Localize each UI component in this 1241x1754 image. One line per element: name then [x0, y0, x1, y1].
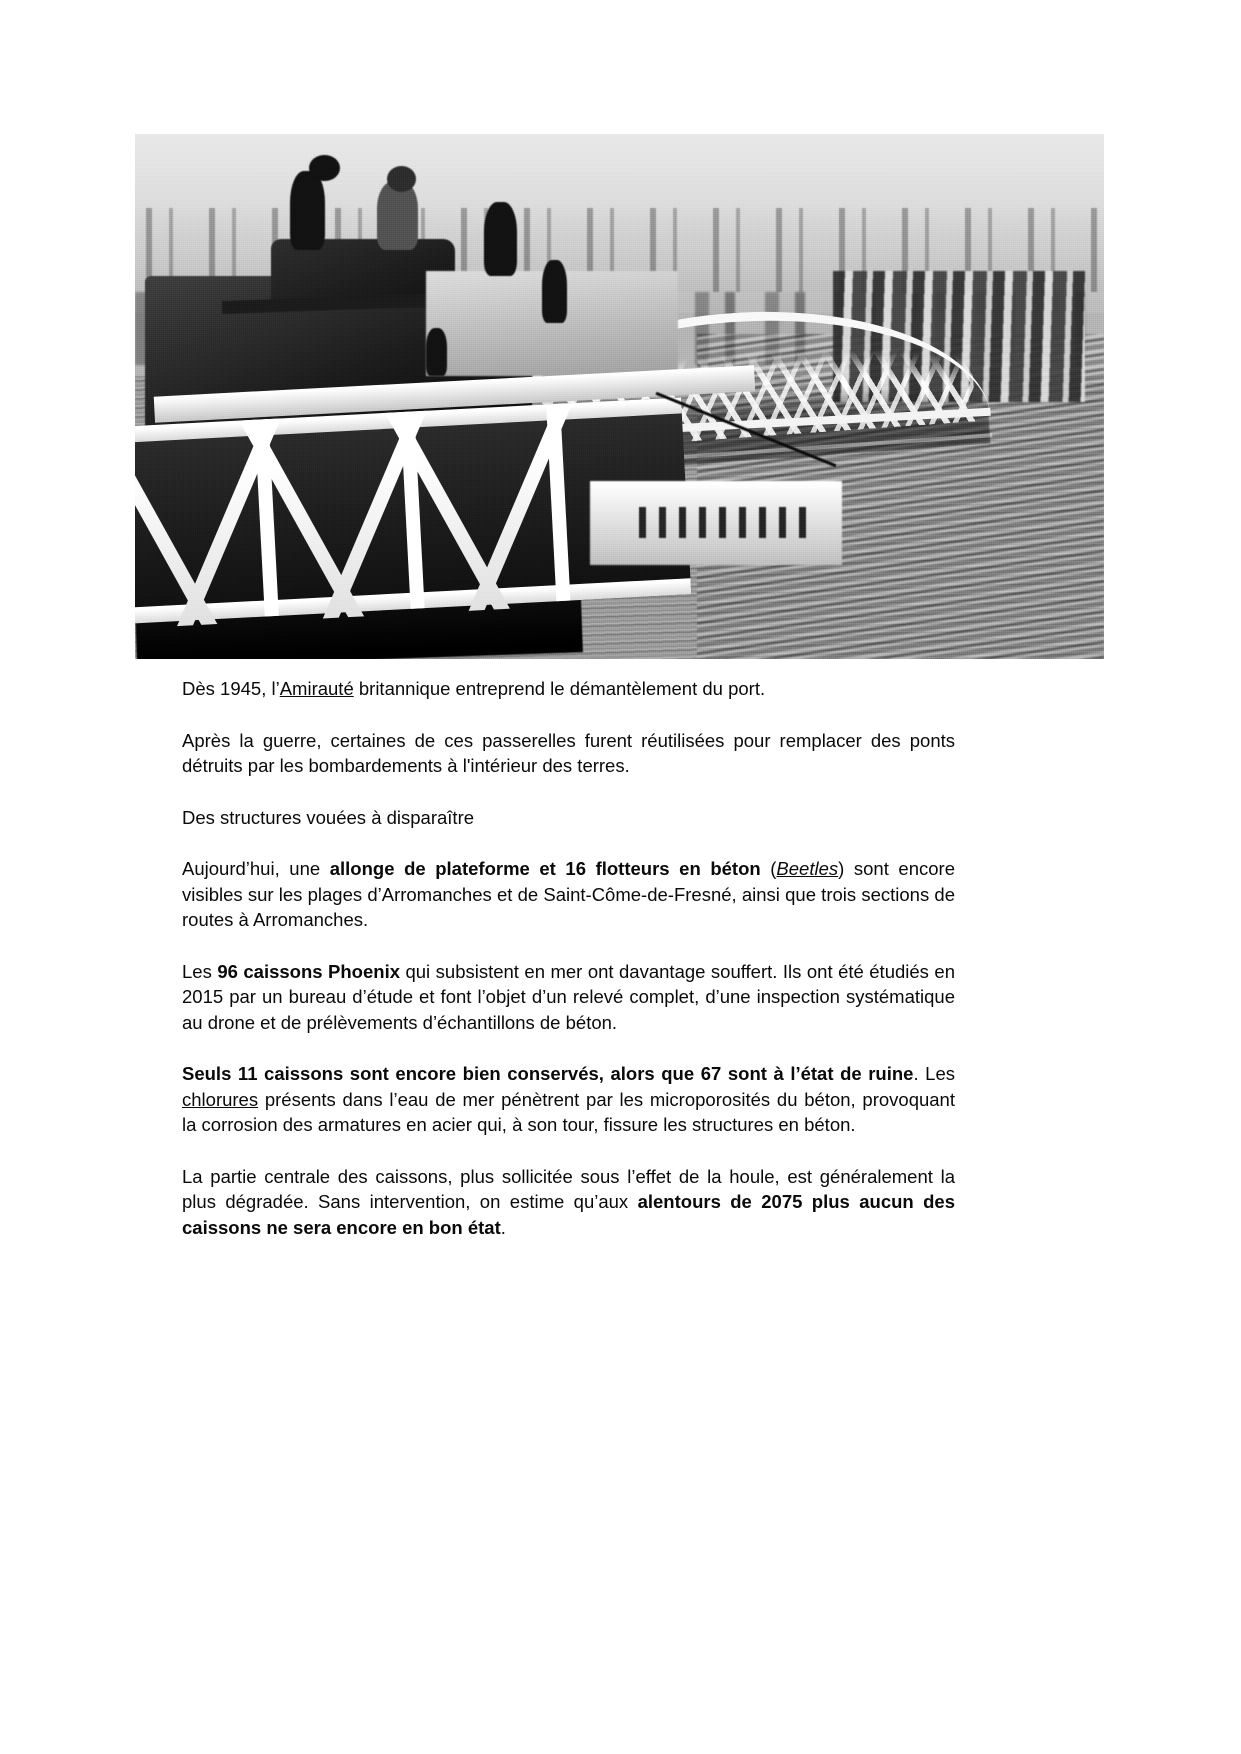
photo-canvas: [135, 134, 1104, 659]
paragraph-postwar-reuse: [182, 728, 955, 779]
document-body: [182, 676, 955, 1266]
emphasis-bold: alentours de 2075 plus aucun des caissons ne sera encore en bon état: [182, 1191, 955, 1238]
text-run: . Les: [913, 1063, 955, 1084]
emphasis-underline: Amirauté: [279, 678, 354, 699]
text-run: La partie centrale des caissons, plus sollicitée sous l’effet de la houle, est généralement la plus dégradée. Sans intervention, on estime qu’aux: [182, 1165, 955, 1212]
text-run: qui subsistent en mer ont davantage souffert. Ils ont été étudiés en 2015 par un bureau d’étude et font l’objet d’un relevé complet, d’une inspection systématique au drone et de prélèvements d’échantillons de béton.: [182, 960, 955, 1033]
text-run: Des structures vouées à disparaître: [182, 806, 475, 828]
paragraph-today-visible-remains: [182, 856, 955, 933]
text-run: ) sont encore visibles sur les plages d’Arromanches et de Saint-Côme-de-Fresné, ainsi que trois sections de routes à Arromanches.: [182, 858, 955, 930]
emphasis-bold: 96 caissons Phoenix: [217, 960, 400, 982]
paragraph-phoenix-caissons: [182, 959, 955, 1036]
photo-soldier: [484, 202, 517, 276]
historical-photograph: [135, 134, 1104, 659]
text-run: présents dans l’eau de mer pénètrent par les microporosités du béton, provoquant la corrosion des armatures en acier qui, à son tour, fissure les structures en béton.: [182, 1088, 955, 1135]
photo-soldier: [426, 328, 447, 375]
photo-soldier: [290, 171, 325, 250]
text-run: britannique entreprend le démantèlement du port.: [353, 678, 766, 699]
emphasis-bold: allonge de plateforme et 16 flotteurs en béton: [329, 858, 761, 879]
text-run: (: [760, 858, 777, 879]
section-heading-doomed-structures: [182, 805, 955, 831]
photo-barge-fittings: [639, 507, 813, 539]
emphasis-italic-underline: Beetles: [776, 858, 839, 879]
emphasis-underline: chlorures: [182, 1088, 259, 1110]
emphasis-bold: Seuls 11 caissons sont encore bien conservés, alors que 67 sont à l’état de ruine: [182, 1063, 914, 1084]
paragraph-dismantling: [182, 676, 955, 702]
photo-soldier: [542, 260, 567, 323]
text-run: Dès 1945, l’: [182, 678, 280, 699]
paragraph-conservation-state: [182, 1061, 955, 1138]
text-run: Aujourd’hui, une: [182, 858, 330, 879]
text-run: Après la guerre, certaines de ces passerelles furent réutilisées pour remplacer des ponts détruits par les bombardements à l'intérieur des terres.: [182, 729, 955, 776]
photo-soldier-helmet: [387, 166, 416, 192]
text-run: Les: [182, 960, 218, 982]
text-run: .: [500, 1216, 506, 1238]
paragraph-central-degradation-forecast: [182, 1164, 955, 1241]
